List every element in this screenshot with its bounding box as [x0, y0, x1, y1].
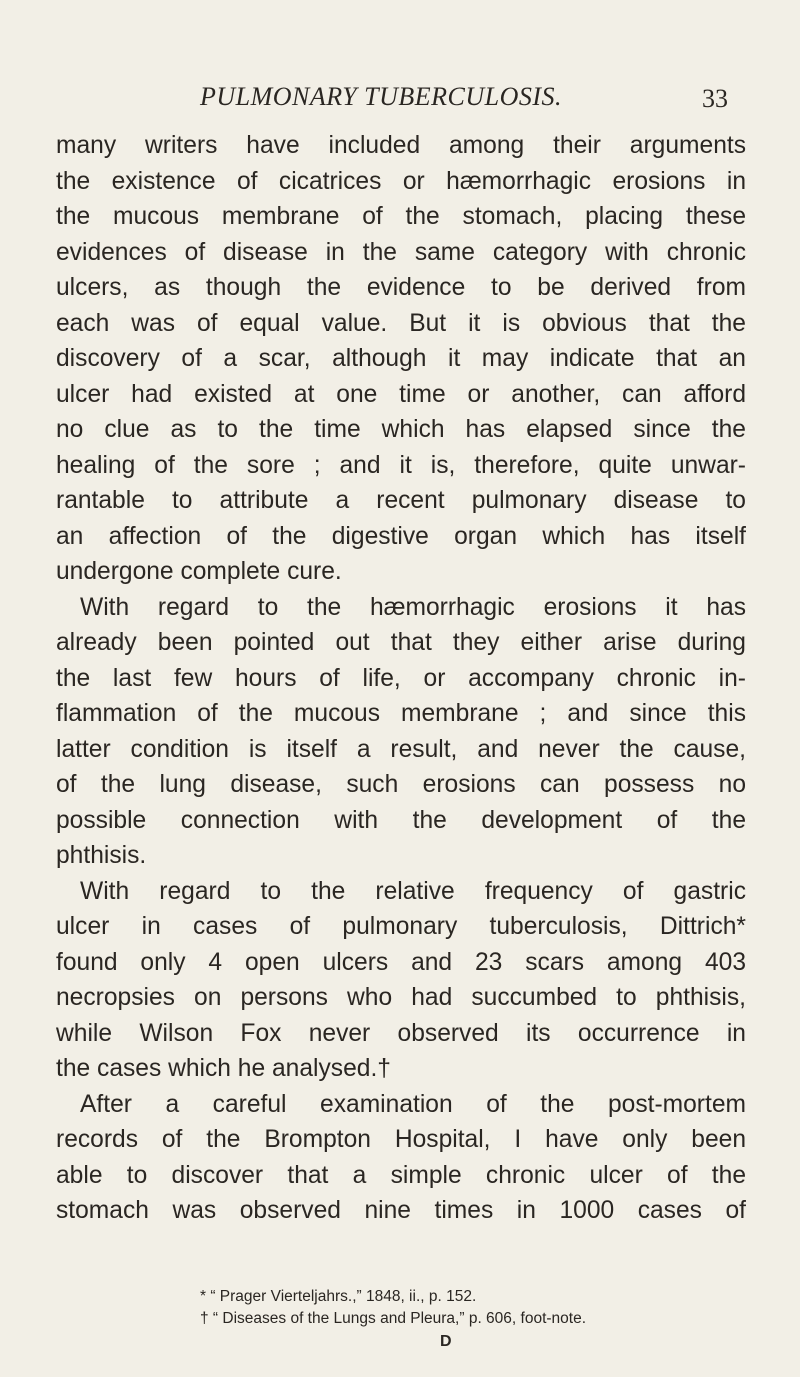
text-line: no clue as to the time which has elapsed since the: [56, 416, 746, 443]
text-line: the cases which he analysed.†: [56, 1055, 391, 1082]
text-line: each was of equal value. But it is obvious that the: [56, 309, 746, 337]
paragraph-start: With regard to the relative frequency of gastric: [80, 877, 746, 905]
text-line: healing of the sore ; and it is, therefore, quite unwar-: [56, 451, 746, 479]
text-line: many writers have included among their arguments: [56, 132, 746, 159]
text-line: undergone complete cure.: [56, 558, 342, 585]
footnotes: [200, 1286, 720, 1330]
text-line: necropsies on persons who had succumbed to phthisis,: [56, 984, 746, 1011]
text-line: the existence of cicatrices or hæmorrhagic erosions in: [56, 167, 746, 195]
text-line: the last few hours of life, or accompany chronic in-: [56, 664, 746, 692]
paragraph-start: With regard to the hæmorrhagic erosions it has: [80, 593, 746, 621]
text-line: while Wilson Fox never observed its occurrence in: [56, 1019, 746, 1047]
running-title: PULMONARY TUBERCULOSIS.: [200, 82, 563, 111]
text-line: rantable to attribute a recent pulmonary disease to: [56, 487, 746, 514]
text-line: ulcer in cases of pulmonary tuberculosis, Dittrich*: [56, 913, 746, 940]
text-line: discovery of a scar, although it may indicate that an: [56, 345, 746, 372]
body-text: [56, 128, 746, 1229]
page-number: 33: [702, 84, 728, 113]
footnote: † “ Diseases of the Lungs and Pleura,” p. 606, foot-note.: [200, 1310, 587, 1327]
text-line: already been pointed out that they either arise during: [56, 629, 746, 656]
text-line: phthisis.: [56, 842, 147, 869]
text-line: records of the Brompton Hospital, I have only been: [56, 1126, 746, 1153]
text-line: able to discover that a simple chronic ulcer of the: [56, 1161, 746, 1189]
text-line: latter condition is itself a result, and never the cause,: [56, 735, 746, 763]
text-line: an affection of the digestive organ which has itself: [56, 522, 746, 550]
text-line: possible connection with the development of the: [56, 806, 746, 834]
text-line: of the lung disease, such erosions can possess no: [56, 771, 746, 798]
text-line: the mucous membrane of the stomach, placing these: [56, 203, 746, 230]
text-line: flammation of the mucous membrane ; and since this: [56, 700, 746, 727]
text-line: found only 4 open ulcers and 23 scars among 403: [56, 948, 746, 976]
signature-mark: D: [440, 1333, 452, 1350]
text-line: evidences of disease in the same category with chronic: [56, 238, 746, 266]
running-head: [0, 78, 800, 114]
footnote: * “ Prager Vierteljahrs.,” 1848, ii., p. 152.: [200, 1288, 477, 1305]
text-line: ulcer had existed at one time or another, can afford: [56, 380, 746, 408]
text-line: ulcers, as though the evidence to be derived from: [56, 274, 746, 301]
paragraph-start: After a careful examination of the post-mortem: [80, 1090, 746, 1118]
text-line: stomach was observed nine times in 1000 cases of: [56, 1197, 746, 1224]
